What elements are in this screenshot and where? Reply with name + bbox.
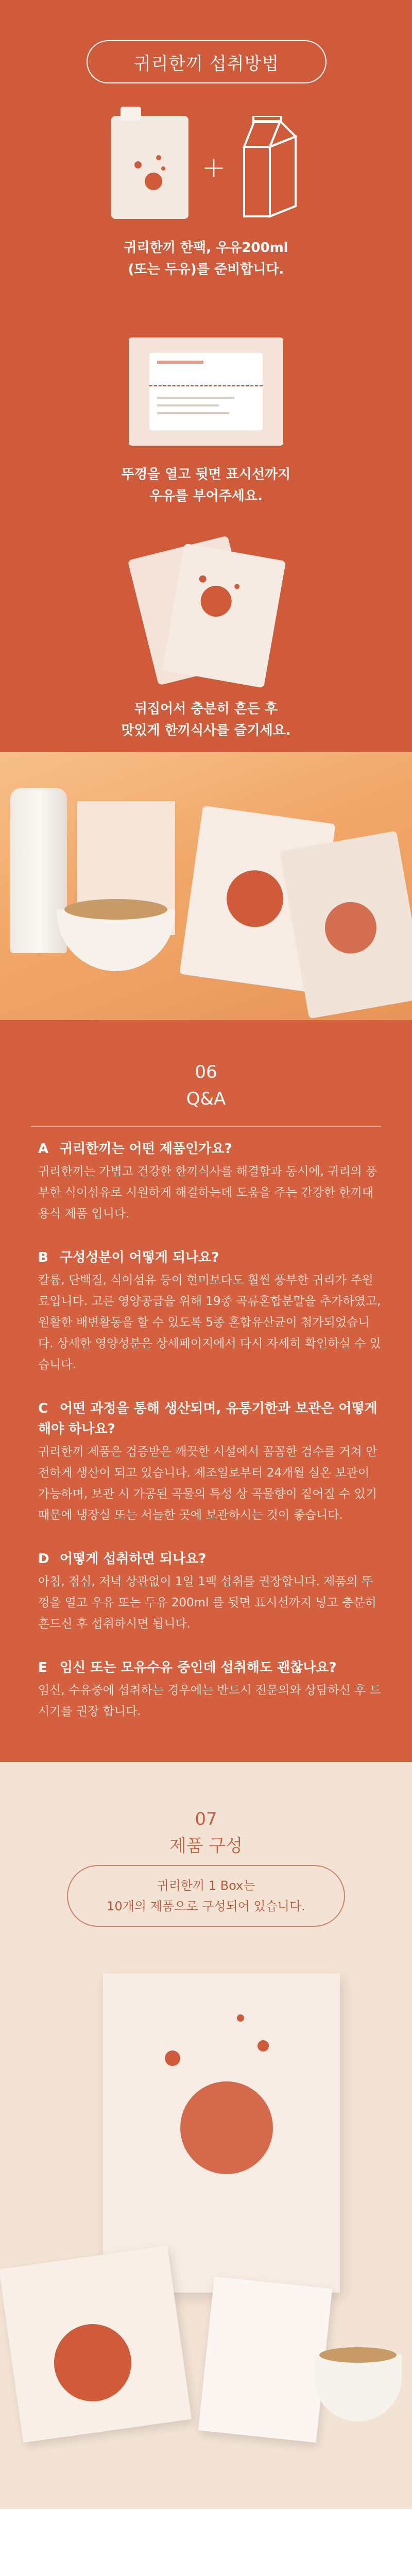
milk-bottle-image (10, 788, 67, 953)
step2-line2: 우유를 부어주세요. (149, 488, 263, 504)
qa-item (38, 1398, 381, 1526)
qa-item (38, 1657, 381, 1722)
qa-letter: E (38, 1660, 47, 1675)
qa-question (38, 1657, 381, 1678)
composition-pill (67, 1865, 345, 1927)
composition-line1: 귀리한끼 1 Box는 (157, 1878, 255, 1893)
product-info-section (0, 2509, 412, 2576)
qa-question (38, 1247, 381, 1268)
qa-letter: A (38, 1141, 49, 1157)
qa-question-text: 귀리한끼는 어떤 제품인가요? (60, 1141, 232, 1157)
qa-answer: 귀리한끼는 가볍고 건강한 한끼식사를 해결함과 동시에, 귀리의 풍부한 식이섬유로 시원하게 해결하는데 도움을 주는 간강한 한끼대용식 제품 입니다. (38, 1165, 377, 1221)
qa-question-text: 어떤 과정을 통해 생산되며, 유통기한과 보관은 어떻게 해야 하나요? (38, 1401, 377, 1437)
qa-answer: 아침, 점심, 저녁 상관없이 1일 1팩 섭취를 권장합니다. 제품의 뚜껑을 열고 우유 또는 두유 200ml 를 뒷면 표시선까지 넣고 충분히 흔드신 후 섭취하시면 됩니다. (38, 1575, 376, 1631)
qa-list (38, 1139, 381, 1745)
step3-illustration (0, 541, 412, 685)
qa-item (38, 1549, 381, 1635)
qa-letter: C (38, 1401, 48, 1416)
composition-title: 제품 구성 (169, 1836, 243, 1856)
step3-line1: 뒤집어서 충분히 흔든 후 (134, 701, 278, 717)
product-photo-1 (0, 752, 412, 1020)
qa-letter: B (38, 1250, 48, 1265)
composition-header (0, 1806, 412, 1859)
step1-line2: (또는 두유)를 준비합니다. (128, 262, 284, 277)
qa-title: Q&A (186, 1089, 226, 1109)
milk-carton-icon (239, 116, 301, 219)
fill-line-icon (129, 337, 283, 446)
step3-text (0, 698, 412, 741)
qa-section (0, 1020, 412, 1762)
qa-answer: 임신, 수유중에 섭취하는 경우에는 반드시 전문의와 상담하신 후 드시기를 권장 합니다. (38, 1684, 381, 1718)
qa-question-text: 임신 또는 모유수유 중인데 섭취해도 괜찮나요? (60, 1660, 337, 1675)
pouch-icon (111, 116, 188, 219)
step1-line1: 귀리한끼 한팩, 우유200ml (124, 240, 288, 256)
intake-section (0, 0, 412, 752)
qa-question-text: 구성성분이 어떻게 되나요? (60, 1250, 219, 1265)
composition-line2: 10개의 제품으로 구성되어 있습니다. (107, 1899, 305, 1913)
step2-line1: 뚜껑을 열고 뒷면 표시선까지 (121, 467, 291, 482)
composition-section (0, 1762, 412, 2509)
shake-pouch-icon (121, 541, 291, 685)
intake-title: 귀리한끼 섭취방법 (87, 40, 327, 83)
plus-sign: + (201, 150, 226, 184)
oat-bowl-image (314, 2354, 402, 2421)
pouch-image-front (0, 2246, 192, 2443)
qa-letter: D (38, 1551, 49, 1567)
qa-divider (31, 1126, 381, 1127)
qa-question-text: 어떻게 섭취하면 되나요? (60, 1551, 207, 1567)
oat-bowl-image (57, 909, 175, 971)
qa-answer: 귀리한끼 제품은 검증받은 깨끗한 시설에서 꼼꼼한 검수를 거쳐 안전하게 생산이 되고 있습니다. 제조일로부터 24개월 실온 보관이 가능하며, 보관 시 가공된 곡물의 특성 상 곡물향이 짙어질 수 있기 때문에 냉장실 또는 서늘한 곳에 보관하시는 것이 좋습니다. (38, 1445, 377, 1522)
composition-number: 07 (195, 1809, 217, 1829)
qa-question (38, 1549, 381, 1569)
product-box-image (103, 1973, 340, 2293)
pouch-image-back (198, 2277, 332, 2443)
qa-header (0, 1059, 412, 1112)
qa-item (38, 1247, 381, 1376)
qa-answer: 칼륨, 단백질, 식이섬유 등이 현미보다도 훨씬 풍부한 귀리가 주원료입니다. 고른 영양공급을 위해 19종 곡류혼합분말을 추가하였고, 원활한 배변활동을 할 수 있도록 5종 혼합유산균이 첨가되었습니다. 상세한 영양성분은 상세페이지에서 다시 자세히 확인하실 수 있습니다. (38, 1274, 381, 1371)
qa-question (38, 1398, 381, 1439)
qa-item (38, 1139, 381, 1225)
step1-illustration (0, 116, 412, 219)
step2-text (0, 464, 412, 507)
step2-illustration (0, 337, 412, 446)
qa-question (38, 1139, 381, 1159)
step1-text (0, 237, 412, 280)
step3-line2: 맛있게 한끼식사를 즐기세요. (121, 723, 291, 738)
qa-number: 06 (195, 1062, 217, 1082)
